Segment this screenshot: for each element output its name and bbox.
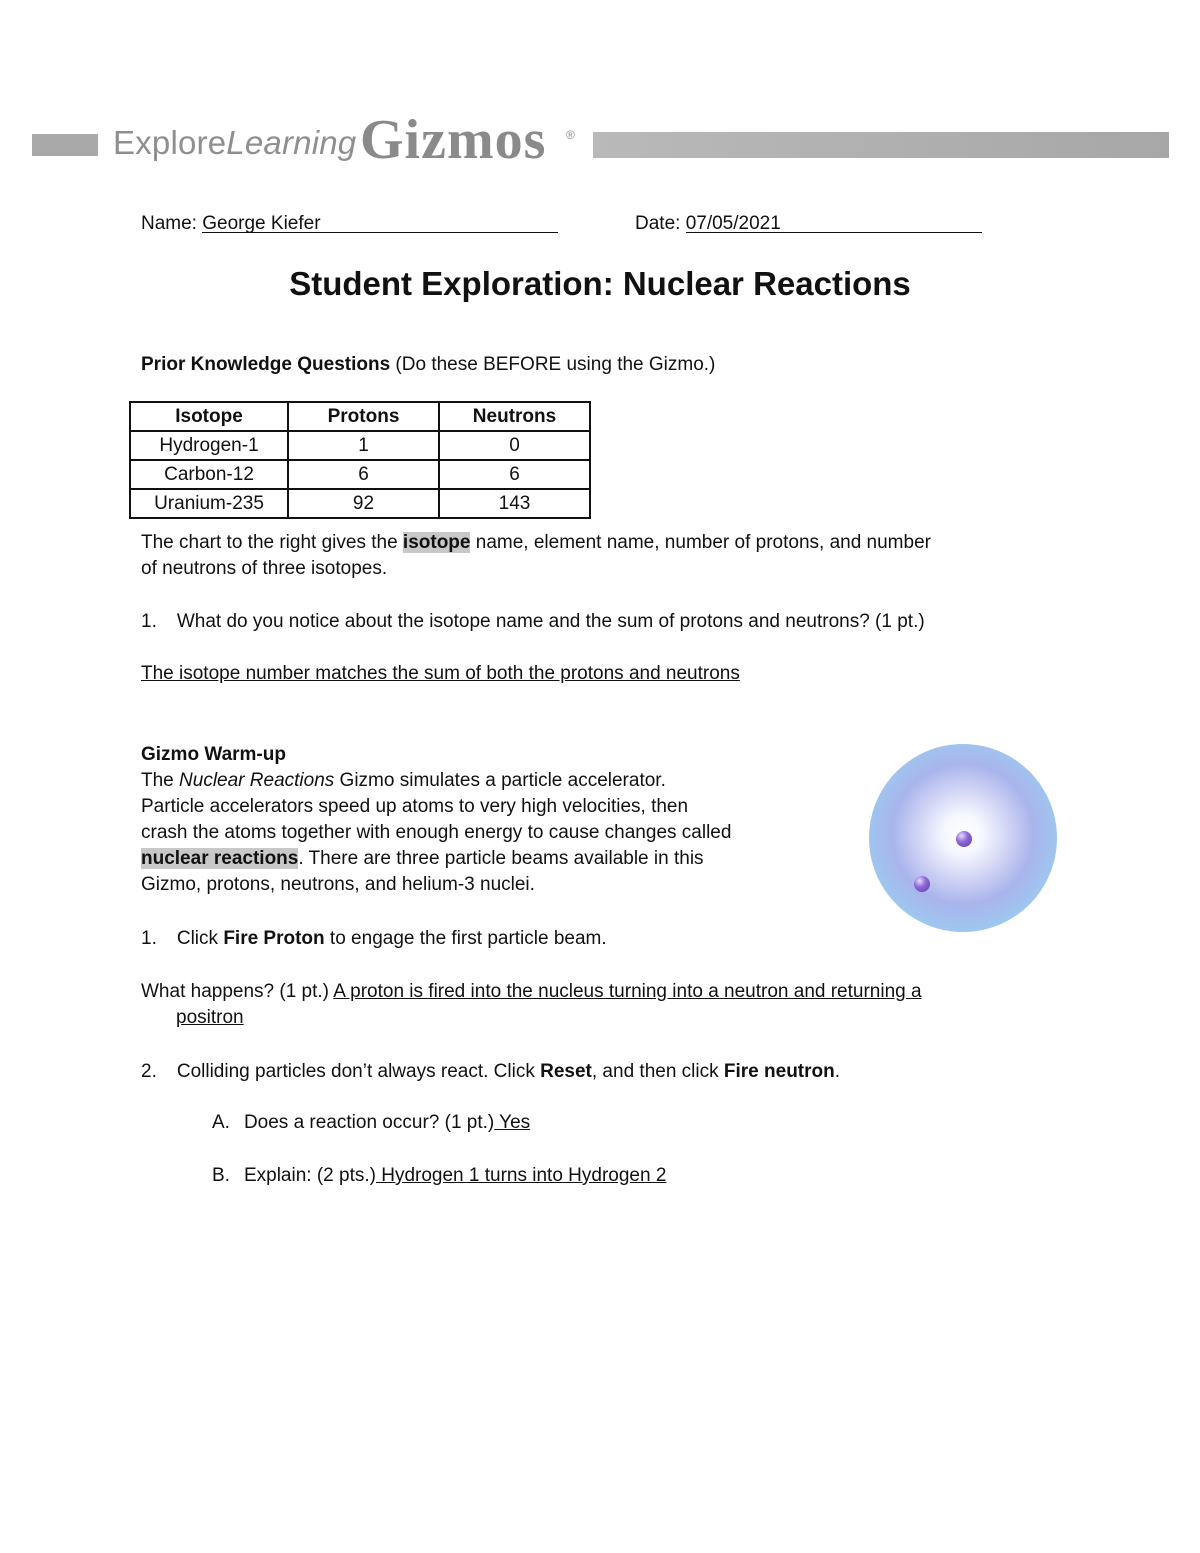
isotope-table [129,401,591,519]
sub-question-letter: A. [212,1112,230,1133]
table-cell: 6 [288,460,439,489]
table-cell: 92 [288,489,439,518]
table-header: Isotope [130,402,288,431]
fire-neutron-label: Fire neutron [723,1061,835,1082]
name-label: Name: [141,213,203,234]
warmup-intro: Gizmo Warm-up The Nuclear Reactions Gizmo simulates a particle accelerator. Particle accelerators speed up atoms to very high velocities, then crash the atoms together with enough energy to cause changes called nuclear reactions. There are three particle beams available in this Gizmo, protons, neutrons, and helium-3 nuclei. [141,744,732,895]
warmup-question-2: 2. Colliding particles don’t always react. Click Reset, and then click Fire neutron. [141,1061,841,1082]
question-number: 2. [141,1061,157,1082]
question-number: 1. [141,928,157,949]
answer-2a[interactable]: Yes [494,1112,531,1133]
table-header: Neutrons [439,402,590,431]
what-happens [141,979,1041,1031]
prior-question-1 [141,609,925,635]
atom-illustration [869,744,1057,932]
table-row [130,431,590,460]
question-2b: B. Explain: (2 pts.) Hydrogen 1 turns into Hydrogen 2 [212,1165,667,1186]
warmup-question-1: 1. Click Fire Proton to engage the first particle beam. [141,928,607,949]
table-cell: Carbon-12 [130,460,288,489]
fire-proton-label: Fire Proton [223,928,325,949]
table-cell: Hydrogen-1 [130,431,288,460]
table-header-row [130,402,590,431]
question-number: 1. [141,611,157,632]
chart-description: The chart to the right gives the isotope name, element name, number of protons, and number of neutrons of three isotopes. [141,532,931,579]
name-field[interactable] [141,213,558,235]
table-cell: 6 [439,460,590,489]
what-happens-answer[interactable]: A proton is fired into the nucleus turning into a neutron and returning a [333,981,922,1002]
table-row [130,489,590,518]
particle-ball [914,876,930,892]
table-cell: Uranium-235 [130,489,288,518]
what-happens-answer-cont[interactable]: positron [176,1007,244,1028]
header-bar-right [593,132,1169,158]
prior-heading-line [141,352,715,378]
gizmos-logo: Gizmos [360,109,547,171]
registered-mark: ® [566,128,575,142]
date-value: 07/05/2021 [685,213,781,234]
answer-2b[interactable]: Hydrogen 1 turns into Hydrogen 2 [375,1165,667,1186]
brand-logo-text: ExploreLearning [113,124,357,161]
nuclear-reactions-term: nuclear reactions [141,848,299,869]
prior-heading-note: (Do these BEFORE using the Gizmo.) [390,354,716,375]
particle-ball [956,831,972,847]
question-2a: A. Does a reaction occur? (1 pt.) Yes [212,1112,531,1133]
prior-heading: Prior Knowledge Questions [141,354,391,375]
table-row [130,460,590,489]
what-happens-label: What happens? (1 pt.) [141,981,334,1002]
page-title: Student Exploration: Nuclear Reactions [289,265,911,302]
name-value-rule [202,213,558,233]
reset-label: Reset [540,1061,592,1082]
date-label: Date: [635,213,686,234]
name-value: George Kiefer [202,213,321,234]
table-header: Protons [288,402,439,431]
question-text: What do you notice about the isotope name and the sum of protons and neutrons? (1 pt.) [176,611,925,632]
table-cell: 143 [439,489,590,518]
sub-question-letter: B. [212,1165,230,1186]
date-value-rule [686,213,982,233]
isotope-term: isotope [402,532,471,553]
table-cell: 1 [288,431,439,460]
header-bar-left [32,134,98,156]
date-field[interactable] [635,213,982,235]
table-cell: 0 [439,431,590,460]
gizmo-name: Nuclear Reactions [179,770,335,791]
warmup-heading: Gizmo Warm-up [141,744,286,765]
prior-answer-1[interactable]: The isotope number matches the sum of both the protons and neutrons [141,663,740,684]
